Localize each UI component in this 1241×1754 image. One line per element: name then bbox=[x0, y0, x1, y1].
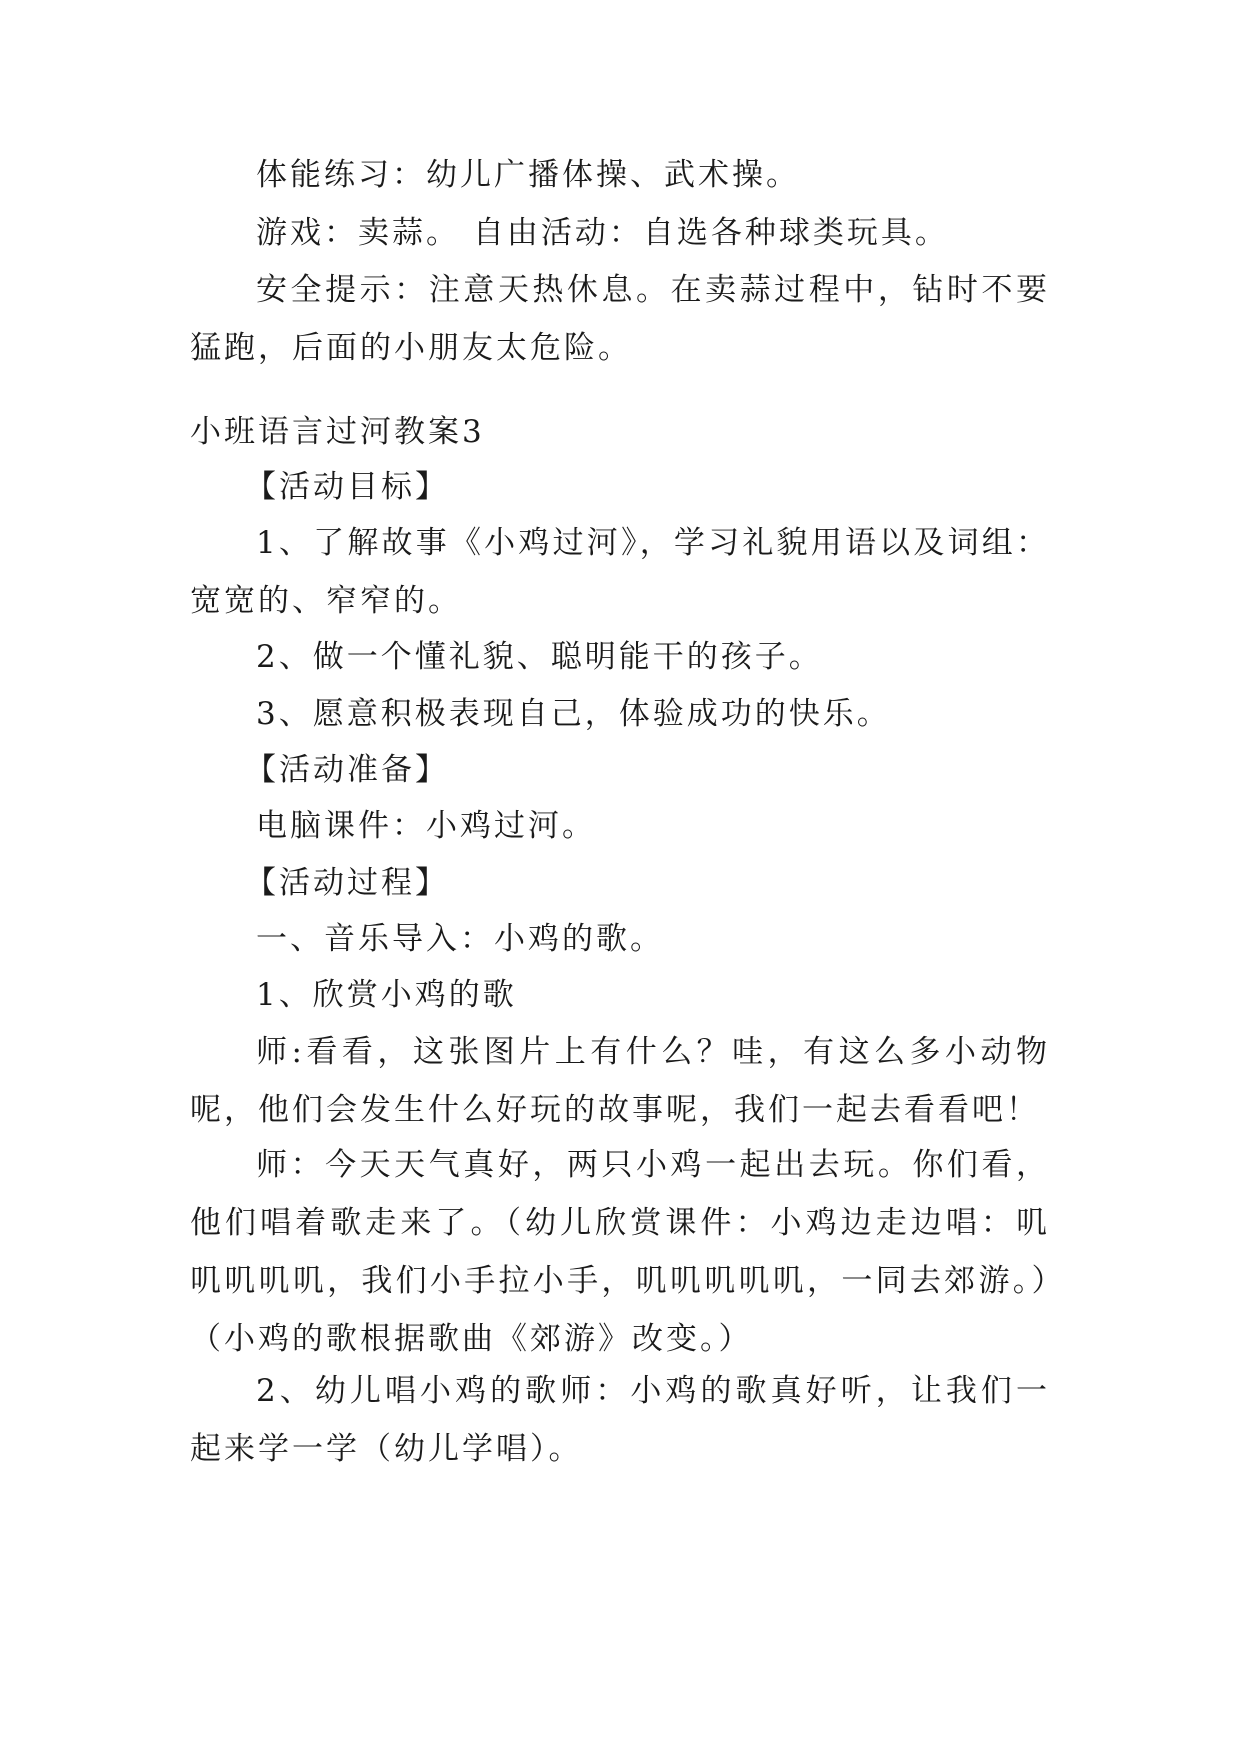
heading-activity-goals: 【活动目标】 bbox=[245, 469, 449, 505]
paragraph-safety-tip: 安全提示：注意天热休息。在卖蒜过程中，钻时不要猛跑，后面的小朋友太危险。 bbox=[190, 272, 1050, 366]
paragraph-goal-2: 2、做一个懂礼貌、聪明能干的孩子。 bbox=[256, 639, 823, 675]
paragraph-goal-1: 1、了解故事《小鸡过河》，学习礼貌用语以及词组：宽宽的、窄窄的。 bbox=[190, 525, 1050, 619]
section-title: 小班语言过河教案3 bbox=[190, 414, 485, 450]
paragraph-physical-exercise: 体能练习：幼儿广播体操、武术操。 bbox=[256, 157, 800, 193]
paragraph-teacher-2: 师：今天天气真好，两只小鸡一起出去玩。你们看，他们唱着歌走来了。（幼儿欣赏课件：小鸡边走边唱：叽叽叽叽叽，我们小手拉小手，叽叽叽叽叽，一同去郊游。）（小鸡的歌根据歌曲《郊游》改变。） bbox=[190, 1147, 1050, 1357]
paragraph-teacher-1: 师:看看，这张图片上有什么？哇，有这么多小动物呢，他们会发生什么好玩的故事呢，我们一起去看看吧！ bbox=[190, 1034, 1050, 1128]
paragraph-step-2: 2、幼儿唱小鸡的歌师：小鸡的歌真好听，让我们一起来学一学（幼儿学唱）。 bbox=[190, 1373, 1050, 1467]
paragraph-music-intro: 一、音乐导入：小鸡的歌。 bbox=[256, 921, 664, 957]
heading-activity-preparation: 【活动准备】 bbox=[245, 752, 449, 788]
paragraph-step-1: 1、欣赏小鸡的歌 bbox=[256, 977, 517, 1013]
paragraph-game: 游戏：卖蒜。 自由活动：自选各种球类玩具。 bbox=[256, 215, 949, 251]
paragraph-goal-3: 3、愿意积极表现自己，体验成功的快乐。 bbox=[256, 696, 891, 732]
paragraph-preparation: 电脑课件：小鸡过河。 bbox=[256, 808, 596, 844]
heading-activity-process: 【活动过程】 bbox=[245, 865, 449, 901]
